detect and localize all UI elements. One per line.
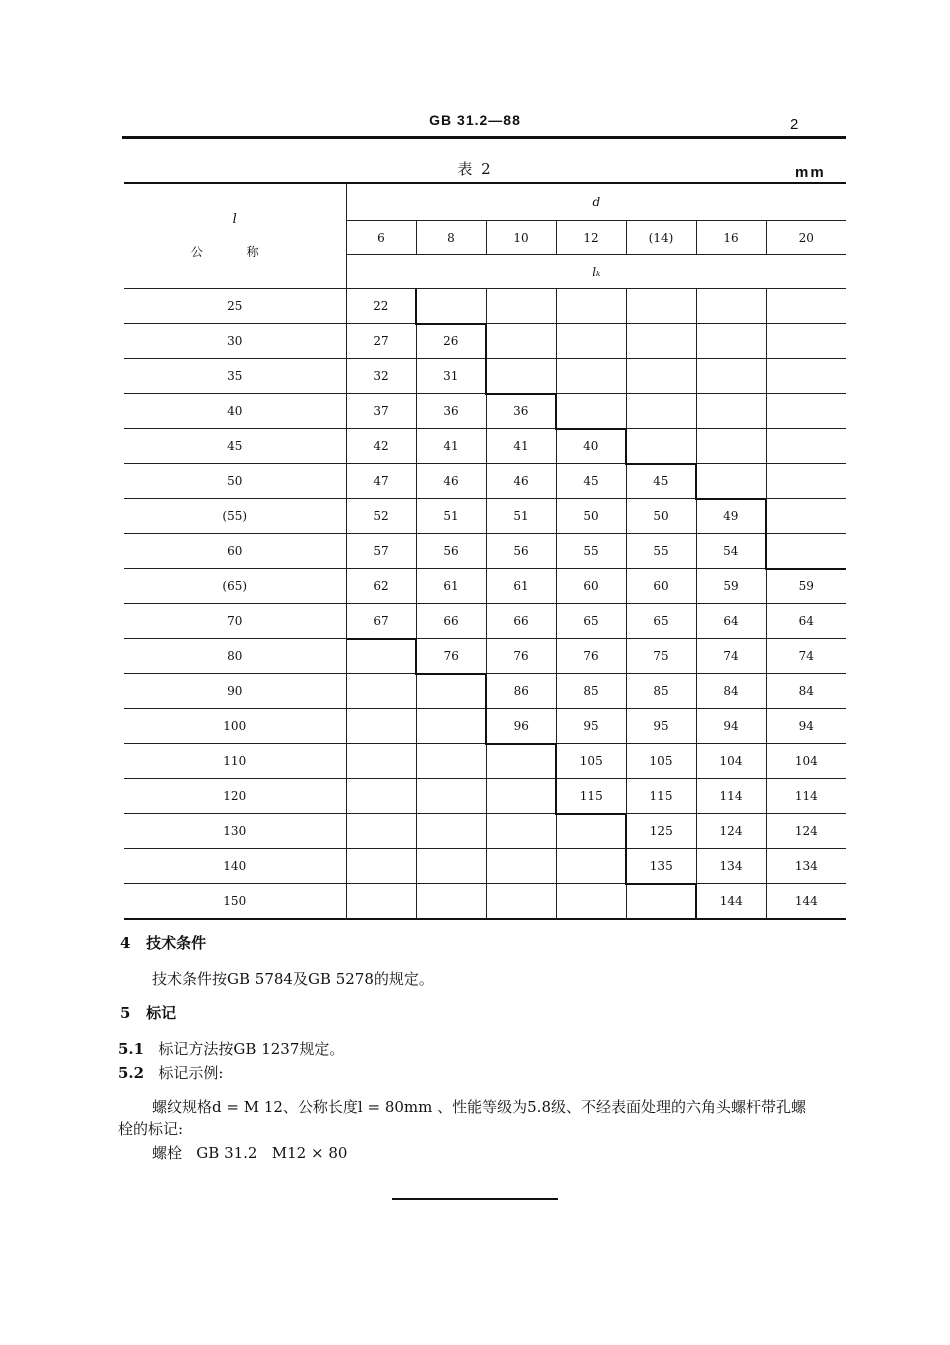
lk-value-cell: 95 — [626, 709, 696, 744]
lk-value-cell: 57 — [346, 534, 416, 569]
lk-value-cell: 144 — [696, 884, 766, 920]
lk-value-cell: 95 — [556, 709, 626, 744]
l-value-cell: 120 — [124, 779, 346, 814]
lk-value-cell: 135 — [626, 849, 696, 884]
lk-value-cell: 115 — [626, 779, 696, 814]
lk-value-cell — [486, 744, 556, 779]
d-value-cell: 16 — [696, 221, 766, 255]
l-label: l — [232, 212, 237, 227]
table-row — [124, 289, 846, 324]
table-row — [124, 324, 846, 359]
lk-value-cell: 134 — [696, 849, 766, 884]
lk-value-cell: 60 — [626, 569, 696, 604]
lk-value-cell: 74 — [766, 639, 846, 674]
example-line-2: 栓的标记: — [118, 1120, 184, 1138]
lk-value-cell: 51 — [486, 499, 556, 534]
lk-value-cell: 50 — [626, 499, 696, 534]
lk-value-cell — [556, 359, 626, 394]
lk-value-cell: 86 — [486, 674, 556, 709]
table-row — [124, 359, 846, 394]
section-4-text: 技术条件按GB 5784及GB 5278的规定。 — [152, 970, 434, 988]
d-value-cell: 8 — [416, 221, 486, 255]
table-row — [124, 604, 846, 639]
lk-value-cell: 26 — [416, 324, 486, 359]
lk-value-cell: 104 — [696, 744, 766, 779]
lk-value-cell — [346, 709, 416, 744]
lk-value-cell: 64 — [766, 604, 846, 639]
lk-value-cell: 59 — [696, 569, 766, 604]
lk-value-cell: 62 — [346, 569, 416, 604]
lk-value-cell: 31 — [416, 359, 486, 394]
lk-value-cell: 27 — [346, 324, 416, 359]
section-4-title: 技术条件 — [146, 934, 207, 952]
lk-value-cell: 67 — [346, 604, 416, 639]
section-5-1-number: 5.1 — [118, 1040, 145, 1058]
table-row — [124, 429, 846, 464]
l-sub-label: 公 称 — [190, 245, 279, 259]
lk-value-cell: 41 — [486, 429, 556, 464]
lk-value-cell — [346, 639, 416, 674]
section-5-1 — [118, 1038, 344, 1059]
table-row — [124, 534, 846, 569]
d-value-cell: 6 — [346, 221, 416, 255]
lk-value-cell — [766, 499, 846, 534]
lk-header: lₖ — [346, 255, 846, 289]
lk-value-cell: 66 — [486, 604, 556, 639]
lk-value-cell — [486, 814, 556, 849]
lk-value-cell: 94 — [696, 709, 766, 744]
table-row — [124, 394, 846, 429]
table-row — [124, 639, 846, 674]
d-value-cell: 12 — [556, 221, 626, 255]
d-value-cell: 20 — [766, 221, 846, 255]
lk-value-cell: 105 — [626, 744, 696, 779]
lk-value-cell — [416, 744, 486, 779]
lk-value-cell: 76 — [486, 639, 556, 674]
l-value-cell: 45 — [124, 429, 346, 464]
lk-value-cell: 61 — [416, 569, 486, 604]
lk-value-cell: 104 — [766, 744, 846, 779]
lk-value-cell: 36 — [486, 394, 556, 429]
lk-value-cell: 65 — [556, 604, 626, 639]
table-row — [124, 814, 846, 849]
l-value-cell: 80 — [124, 639, 346, 674]
lk-value-cell — [626, 289, 696, 324]
lk-value-cell — [696, 429, 766, 464]
lk-value-cell — [766, 534, 846, 569]
lk-value-cell: 41 — [416, 429, 486, 464]
lk-value-cell — [416, 674, 486, 709]
table-row — [124, 499, 846, 534]
lk-value-cell — [626, 359, 696, 394]
lk-value-cell: 42 — [346, 429, 416, 464]
lk-value-cell: 114 — [696, 779, 766, 814]
lk-value-cell — [346, 779, 416, 814]
lk-value-cell: 46 — [486, 464, 556, 499]
lk-value-cell — [416, 814, 486, 849]
lk-value-cell: 50 — [556, 499, 626, 534]
lk-value-cell — [626, 394, 696, 429]
lk-value-cell — [346, 814, 416, 849]
section-5-heading — [120, 1002, 176, 1023]
lk-value-cell: 55 — [556, 534, 626, 569]
lk-value-cell: 134 — [766, 849, 846, 884]
lk-value-cell — [766, 429, 846, 464]
lk-value-cell: 84 — [766, 674, 846, 709]
lk-value-cell — [486, 779, 556, 814]
d-value-cell: (14) — [626, 221, 696, 255]
lk-value-cell: 54 — [696, 534, 766, 569]
lk-value-cell — [626, 884, 696, 920]
l-value-cell: 30 — [124, 324, 346, 359]
lk-value-cell — [486, 849, 556, 884]
lk-value-cell — [556, 289, 626, 324]
lk-value-cell: 22 — [346, 289, 416, 324]
lk-value-cell: 66 — [416, 604, 486, 639]
lk-value-cell — [696, 394, 766, 429]
standard-code: GB 31.2—88 — [429, 112, 521, 128]
l-value-cell: (55) — [124, 499, 346, 534]
lk-value-cell: 40 — [556, 429, 626, 464]
l-value-cell: 50 — [124, 464, 346, 499]
lk-value-cell: 47 — [346, 464, 416, 499]
lk-value-cell — [346, 884, 416, 920]
lk-value-cell — [766, 394, 846, 429]
lk-value-cell — [486, 324, 556, 359]
lk-value-cell — [486, 289, 556, 324]
section-5-title: 标记 — [146, 1004, 177, 1022]
lk-value-cell: 45 — [556, 464, 626, 499]
lk-value-cell — [696, 464, 766, 499]
dimension-table — [124, 182, 846, 920]
example-line-1: 螺纹规格d = M 12、公称长度l = 80mm 、性能等级为5.8级、不经表面处理的六角头螺杆带孔螺 — [152, 1098, 806, 1116]
lk-value-cell — [556, 324, 626, 359]
lk-value-cell: 114 — [766, 779, 846, 814]
lk-value-cell: 105 — [556, 744, 626, 779]
lk-value-cell: 52 — [346, 499, 416, 534]
lk-value-cell — [346, 674, 416, 709]
lk-value-cell — [766, 464, 846, 499]
lk-value-cell — [766, 324, 846, 359]
lk-value-cell: 85 — [626, 674, 696, 709]
lk-value-cell: 55 — [626, 534, 696, 569]
lk-value-cell: 32 — [346, 359, 416, 394]
lk-value-cell — [766, 359, 846, 394]
lk-value-cell: 60 — [556, 569, 626, 604]
lk-value-cell — [556, 849, 626, 884]
lk-value-cell — [696, 359, 766, 394]
lk-value-cell: 45 — [626, 464, 696, 499]
section-5-number: 5 — [120, 1004, 131, 1022]
designation-example: 螺栓 GB 31.2 M12 × 80 — [152, 1144, 348, 1162]
lk-value-cell: 75 — [626, 639, 696, 674]
lk-value-cell — [626, 324, 696, 359]
lk-value-cell: 84 — [696, 674, 766, 709]
table-row — [124, 884, 846, 920]
lk-value-cell — [416, 289, 486, 324]
lk-value-cell: 74 — [696, 639, 766, 674]
lk-value-cell: 61 — [486, 569, 556, 604]
table-row — [124, 709, 846, 744]
lk-value-cell: 49 — [696, 499, 766, 534]
lk-value-cell: 56 — [486, 534, 556, 569]
lk-value-cell: 96 — [486, 709, 556, 744]
l-value-cell: 90 — [124, 674, 346, 709]
lk-value-cell: 94 — [766, 709, 846, 744]
table-row — [124, 744, 846, 779]
lk-value-cell — [766, 289, 846, 324]
lk-value-cell: 56 — [416, 534, 486, 569]
lk-value-cell: 51 — [416, 499, 486, 534]
lk-value-cell: 64 — [696, 604, 766, 639]
table-unit: mm — [795, 164, 826, 181]
l-value-cell: 130 — [124, 814, 346, 849]
l-value-cell: (65) — [124, 569, 346, 604]
end-rule — [392, 1198, 558, 1200]
table-title: 表 2 — [457, 160, 493, 178]
lk-value-cell — [696, 324, 766, 359]
lk-value-cell — [556, 394, 626, 429]
lk-value-cell: 59 — [766, 569, 846, 604]
lk-value-cell: 76 — [416, 639, 486, 674]
header-rule — [122, 136, 846, 139]
lk-value-cell: 36 — [416, 394, 486, 429]
l-value-cell: 25 — [124, 289, 346, 324]
l-value-cell: 140 — [124, 849, 346, 884]
lk-value-cell: 37 — [346, 394, 416, 429]
l-value-cell: 100 — [124, 709, 346, 744]
lk-value-cell: 115 — [556, 779, 626, 814]
l-value-cell: 60 — [124, 534, 346, 569]
section-4-heading — [120, 932, 206, 953]
lk-value-cell — [626, 429, 696, 464]
section-4-number: 4 — [120, 934, 131, 952]
section-5-1-text: 标记方法按GB 1237规定。 — [158, 1040, 345, 1058]
lk-value-cell — [416, 709, 486, 744]
l-value-cell: 40 — [124, 394, 346, 429]
lk-value-cell: 76 — [556, 639, 626, 674]
lk-value-cell — [556, 814, 626, 849]
d-value-cell: 10 — [486, 221, 556, 255]
lk-value-cell — [346, 849, 416, 884]
lk-value-cell: 144 — [766, 884, 846, 920]
lk-value-cell: 124 — [766, 814, 846, 849]
lk-value-cell — [416, 849, 486, 884]
lk-value-cell — [486, 884, 556, 920]
l-value-cell: 35 — [124, 359, 346, 394]
section-5-2-text: 标记示例: — [158, 1064, 224, 1082]
l-value-cell: 70 — [124, 604, 346, 639]
lk-value-cell — [486, 359, 556, 394]
table-row — [124, 849, 846, 884]
section-5-2-number: 5.2 — [118, 1064, 145, 1082]
table-row — [124, 464, 846, 499]
lk-value-cell: 85 — [556, 674, 626, 709]
l-value-cell: 110 — [124, 744, 346, 779]
l-header — [124, 183, 346, 289]
lk-value-cell — [556, 884, 626, 920]
table-row — [124, 674, 846, 709]
lk-value-cell: 46 — [416, 464, 486, 499]
lk-value-cell — [696, 289, 766, 324]
lk-value-cell — [416, 884, 486, 920]
d-header: d — [346, 183, 846, 221]
table-row — [124, 779, 846, 814]
table-row — [124, 569, 846, 604]
lk-value-cell — [416, 779, 486, 814]
lk-value-cell: 65 — [626, 604, 696, 639]
l-value-cell: 150 — [124, 884, 346, 920]
page-number: 2 — [790, 116, 799, 133]
section-5-2 — [118, 1062, 223, 1083]
table-body — [124, 289, 846, 920]
lk-value-cell: 124 — [696, 814, 766, 849]
lk-value-cell: 125 — [626, 814, 696, 849]
lk-value-cell — [346, 744, 416, 779]
